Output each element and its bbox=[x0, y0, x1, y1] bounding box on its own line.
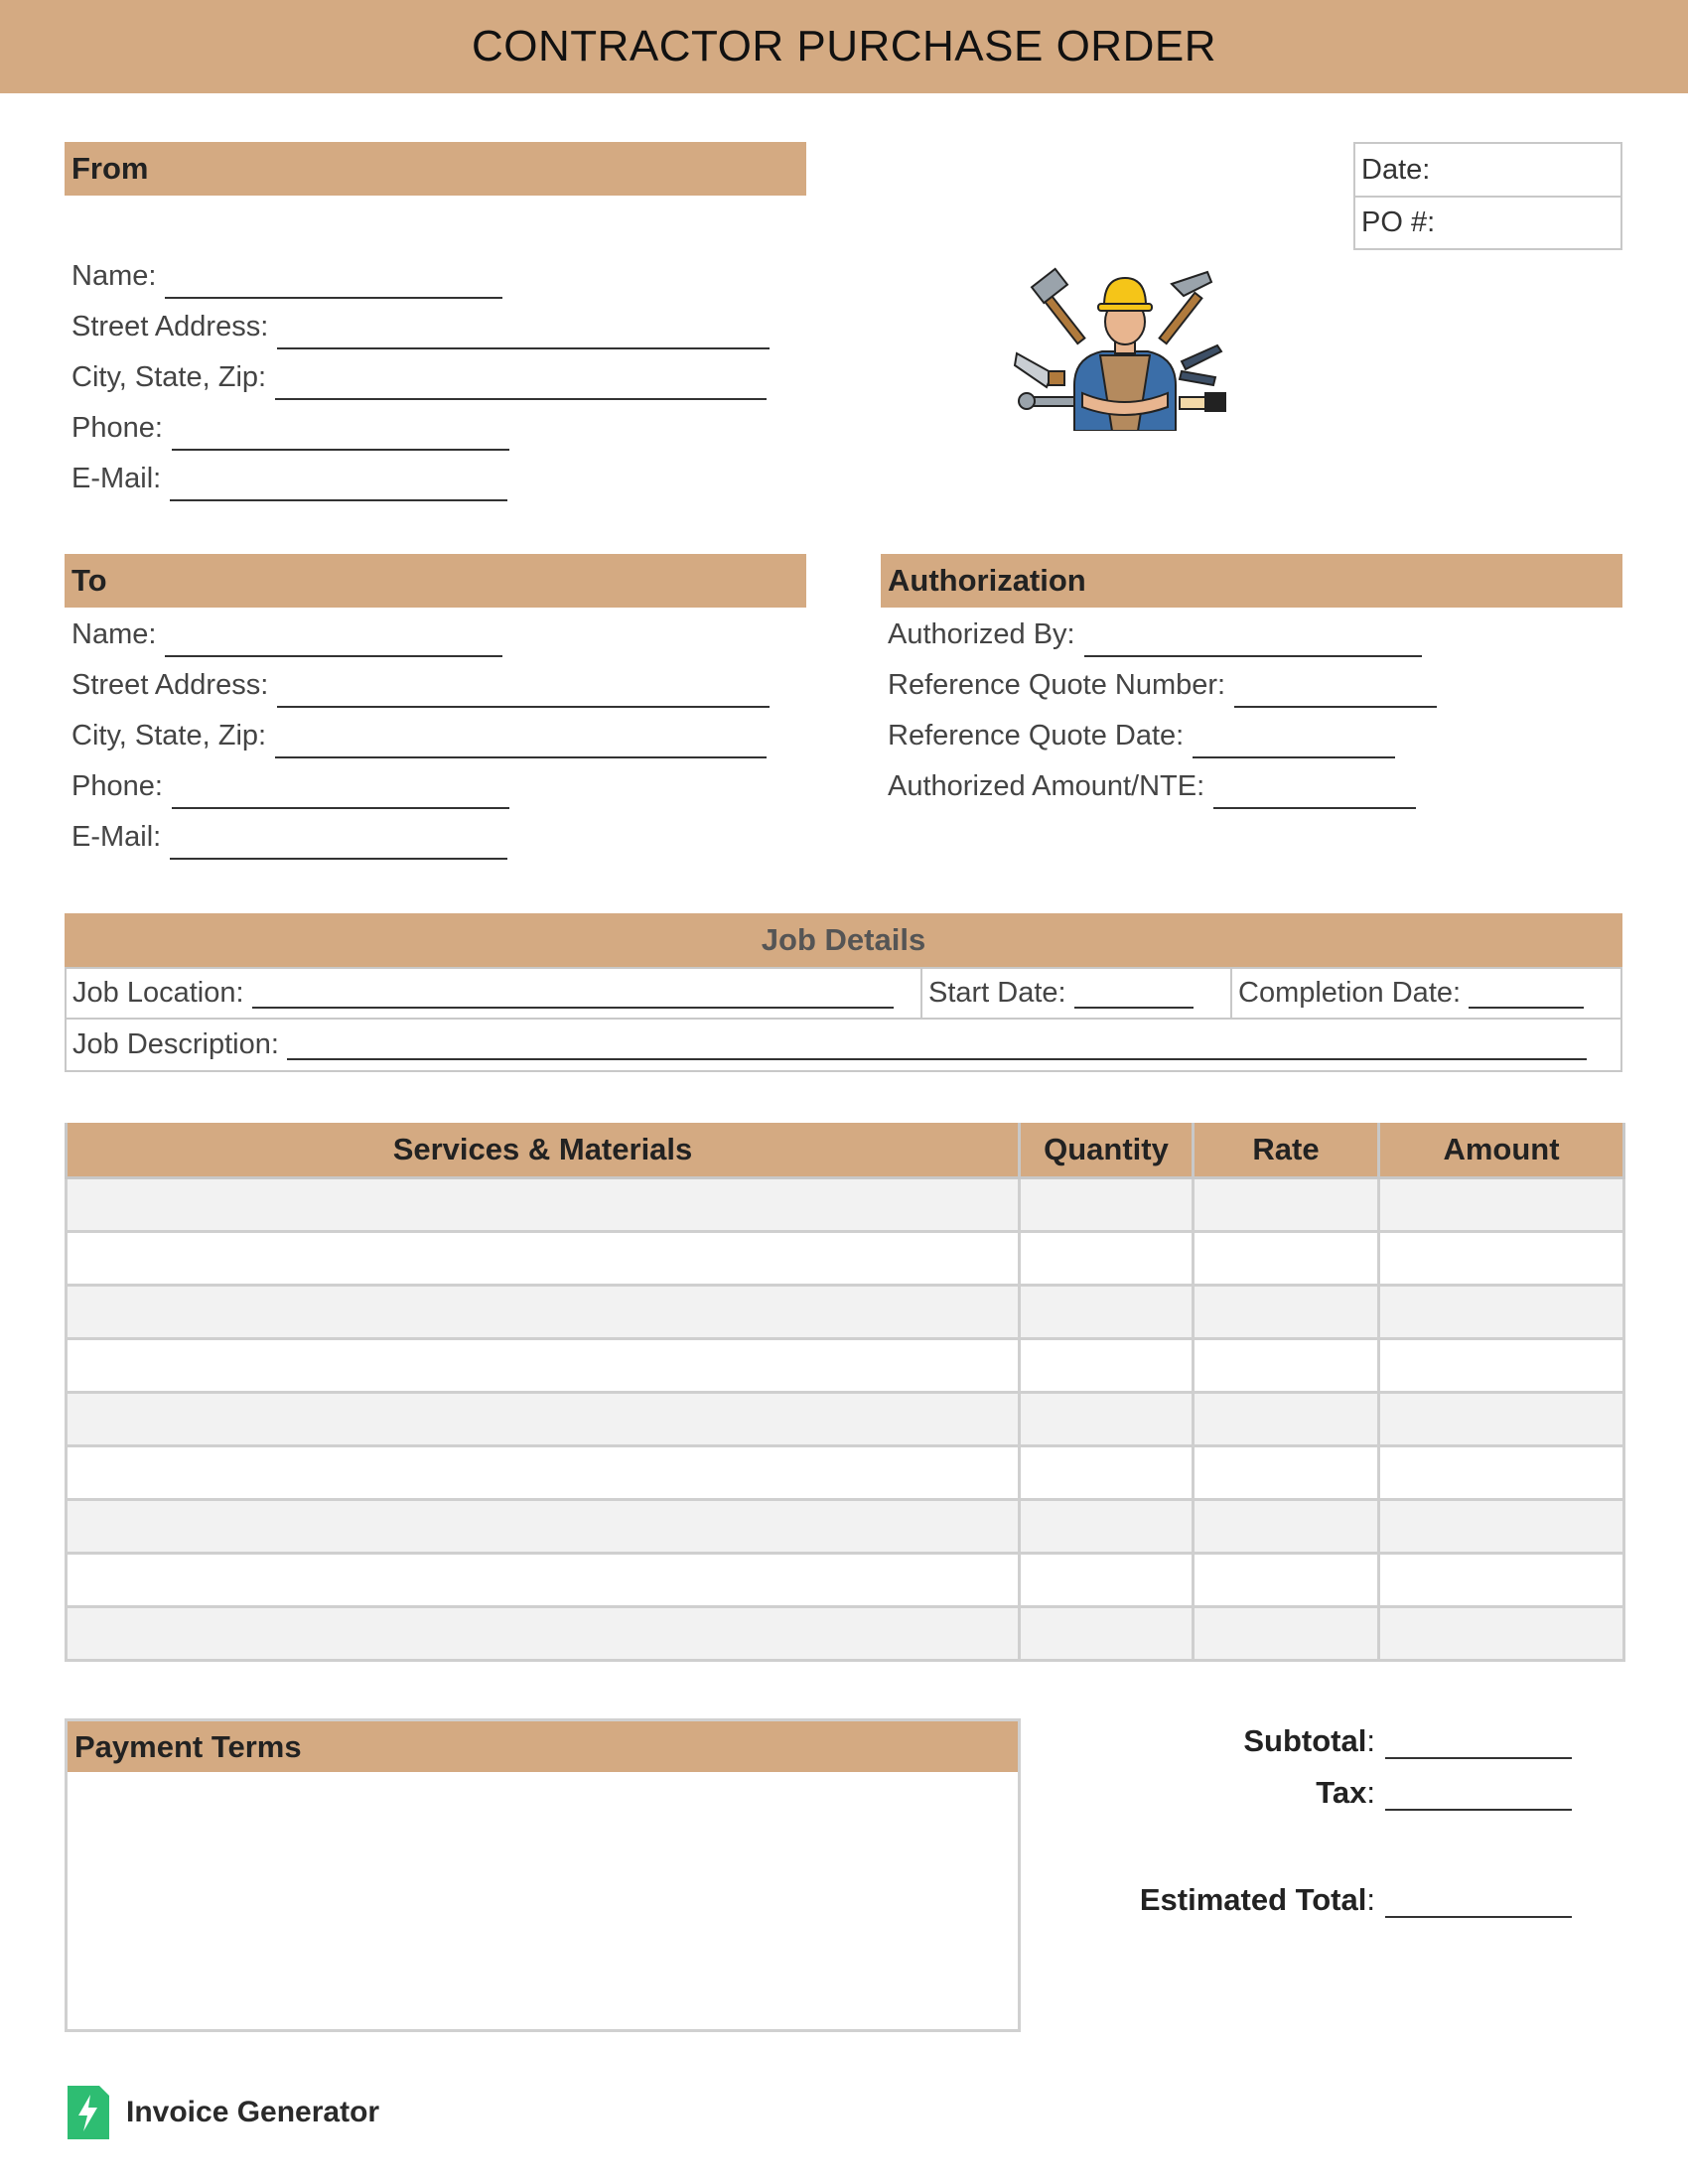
table-row bbox=[67, 1178, 1624, 1232]
description-cell[interactable] bbox=[67, 1178, 1020, 1232]
amount-cell[interactable] bbox=[1379, 1178, 1624, 1232]
from-heading: From bbox=[65, 142, 806, 196]
claw-hammer-icon bbox=[1160, 272, 1211, 343]
from-name-row[interactable]: Name: bbox=[71, 248, 770, 299]
quantity-cell[interactable] bbox=[1020, 1286, 1194, 1339]
from-city-field[interactable] bbox=[275, 368, 767, 400]
reference-quote-number-field[interactable] bbox=[1234, 676, 1437, 708]
brand-name: Invoice Generator bbox=[126, 2096, 380, 2128]
job-details-row-2 bbox=[65, 1020, 1622, 1072]
amount-cell[interactable] bbox=[1379, 1500, 1624, 1554]
to-name-row[interactable]: Name: bbox=[71, 607, 770, 657]
description-cell[interactable] bbox=[67, 1286, 1020, 1339]
from-phone-field[interactable] bbox=[172, 419, 509, 451]
amount-cell[interactable] bbox=[1379, 1554, 1624, 1607]
subtotal-row[interactable]: Subtotal: bbox=[1092, 1707, 1572, 1759]
quantity-header: Quantity bbox=[1020, 1123, 1194, 1178]
amount-cell[interactable] bbox=[1379, 1393, 1624, 1446]
date-po-box bbox=[1353, 142, 1622, 250]
services-materials-header: Services & Materials bbox=[67, 1123, 1020, 1178]
quantity-cell[interactable] bbox=[1020, 1339, 1194, 1393]
table-row bbox=[67, 1554, 1624, 1607]
to-street-row[interactable]: Street Address: bbox=[71, 657, 770, 708]
authorized-by-row[interactable]: Authorized By: bbox=[888, 607, 1437, 657]
description-cell[interactable] bbox=[67, 1339, 1020, 1393]
to-city-field[interactable] bbox=[275, 727, 767, 758]
reference-quote-number-row[interactable]: Reference Quote Number: bbox=[888, 657, 1437, 708]
table-row bbox=[67, 1393, 1624, 1446]
authorization-heading: Authorization bbox=[881, 554, 1622, 608]
to-street-field[interactable] bbox=[277, 676, 770, 708]
table-row bbox=[67, 1446, 1624, 1500]
description-cell[interactable] bbox=[67, 1500, 1020, 1554]
authorized-amount-field[interactable] bbox=[1213, 777, 1416, 809]
table-row bbox=[67, 1286, 1624, 1339]
from-phone-row[interactable]: Phone: bbox=[71, 400, 770, 451]
job-details bbox=[65, 913, 1622, 1072]
job-description-cell[interactable]: Job Description: bbox=[67, 1020, 1620, 1070]
job-description-field[interactable] bbox=[287, 1030, 1587, 1060]
amount-cell[interactable] bbox=[1379, 1286, 1624, 1339]
rate-cell[interactable] bbox=[1194, 1339, 1379, 1393]
wrench-icon bbox=[1019, 393, 1076, 409]
payment-terms-box bbox=[65, 1718, 1021, 2032]
hard-hat-icon bbox=[1104, 278, 1146, 306]
payment-terms-field[interactable] bbox=[68, 1772, 1018, 2029]
description-cell[interactable] bbox=[67, 1446, 1020, 1500]
from-city-row[interactable]: City, State, Zip: bbox=[71, 349, 770, 400]
rate-cell[interactable] bbox=[1194, 1286, 1379, 1339]
from-name-field[interactable] bbox=[165, 267, 502, 299]
to-city-row[interactable]: City, State, Zip: bbox=[71, 708, 770, 758]
rate-cell[interactable] bbox=[1194, 1232, 1379, 1286]
quantity-cell[interactable] bbox=[1020, 1554, 1194, 1607]
title-bar bbox=[0, 0, 1688, 93]
to-heading: To bbox=[65, 554, 806, 608]
description-cell[interactable] bbox=[67, 1232, 1020, 1286]
table-row bbox=[67, 1232, 1624, 1286]
job-details-row-1 bbox=[65, 967, 1622, 1020]
authorized-by-field[interactable] bbox=[1084, 625, 1422, 657]
to-email-row[interactable]: E-Mail: bbox=[71, 809, 770, 860]
rate-cell[interactable] bbox=[1194, 1446, 1379, 1500]
to-name-field[interactable] bbox=[165, 625, 502, 657]
amount-cell[interactable] bbox=[1379, 1607, 1624, 1661]
reference-quote-date-field[interactable] bbox=[1193, 727, 1395, 758]
invoice-generator-logo[interactable] bbox=[68, 2086, 379, 2139]
payment-terms-heading: Payment Terms bbox=[68, 1721, 1018, 1772]
authorization-fields bbox=[888, 607, 1437, 809]
items-table bbox=[65, 1123, 1625, 1662]
totals bbox=[1092, 1707, 1572, 1918]
estimated-total-field[interactable] bbox=[1385, 1886, 1572, 1918]
start-date-field[interactable] bbox=[1074, 979, 1194, 1009]
amount-cell[interactable] bbox=[1379, 1232, 1624, 1286]
from-email-field[interactable] bbox=[170, 470, 507, 501]
estimated-total-row[interactable]: Estimated Total: bbox=[1092, 1866, 1572, 1918]
pliers-icon bbox=[1180, 345, 1221, 385]
table-row bbox=[67, 1500, 1624, 1554]
amount-cell[interactable] bbox=[1379, 1446, 1624, 1500]
subtotal-field[interactable] bbox=[1385, 1727, 1572, 1759]
contractor-illustration bbox=[1013, 266, 1236, 431]
rate-cell[interactable] bbox=[1194, 1607, 1379, 1661]
rate-cell[interactable] bbox=[1194, 1178, 1379, 1232]
quantity-cell[interactable] bbox=[1020, 1393, 1194, 1446]
authorized-amount-row[interactable]: Authorized Amount/NTE: bbox=[888, 758, 1437, 809]
saw-icon bbox=[1015, 353, 1064, 387]
job-location-field[interactable] bbox=[252, 979, 894, 1009]
date-field[interactable]: Date: bbox=[1361, 153, 1431, 186]
to-phone-field[interactable] bbox=[172, 777, 509, 809]
to-fields bbox=[71, 607, 770, 860]
start-date-cell[interactable]: Start Date: bbox=[920, 969, 1230, 1018]
table-row bbox=[67, 1607, 1624, 1661]
sledgehammer-icon bbox=[1032, 269, 1084, 343]
tax-field[interactable] bbox=[1385, 1779, 1572, 1811]
paintbrush-icon bbox=[1180, 393, 1225, 411]
quantity-cell[interactable] bbox=[1020, 1446, 1194, 1500]
from-street-row[interactable]: Street Address: bbox=[71, 299, 770, 349]
description-cell[interactable] bbox=[67, 1393, 1020, 1446]
reference-quote-date-row[interactable]: Reference Quote Date: bbox=[888, 708, 1437, 758]
job-details-heading: Job Details bbox=[65, 913, 1622, 967]
rate-header: Rate bbox=[1194, 1123, 1379, 1178]
to-phone-row[interactable]: Phone: bbox=[71, 758, 770, 809]
quantity-cell[interactable] bbox=[1020, 1607, 1194, 1661]
completion-date-field[interactable] bbox=[1469, 979, 1584, 1009]
quantity-cell[interactable] bbox=[1020, 1178, 1194, 1232]
rate-cell[interactable] bbox=[1194, 1554, 1379, 1607]
table-row bbox=[67, 1339, 1624, 1393]
amount-cell[interactable] bbox=[1379, 1339, 1624, 1393]
from-street-field[interactable] bbox=[277, 318, 770, 349]
quantity-cell[interactable] bbox=[1020, 1232, 1194, 1286]
rate-cell[interactable] bbox=[1194, 1393, 1379, 1446]
completion-date-cell[interactable]: Completion Date: bbox=[1230, 969, 1620, 1018]
po-number-field[interactable]: PO #: bbox=[1355, 196, 1620, 247]
items-header-row bbox=[67, 1123, 1624, 1178]
rate-cell[interactable] bbox=[1194, 1500, 1379, 1554]
from-email-row[interactable]: E-Mail: bbox=[71, 451, 770, 501]
lightning-bolt-icon bbox=[68, 2086, 109, 2139]
description-cell[interactable] bbox=[67, 1554, 1020, 1607]
document-title: CONTRACTOR PURCHASE ORDER bbox=[472, 22, 1216, 70]
from-fields bbox=[71, 248, 770, 501]
amount-header: Amount bbox=[1379, 1123, 1624, 1178]
job-location-cell[interactable]: Job Location: bbox=[67, 969, 920, 1018]
tax-row[interactable]: Tax: bbox=[1092, 1759, 1572, 1811]
description-cell[interactable] bbox=[67, 1607, 1020, 1661]
quantity-cell[interactable] bbox=[1020, 1500, 1194, 1554]
to-email-field[interactable] bbox=[170, 828, 507, 860]
